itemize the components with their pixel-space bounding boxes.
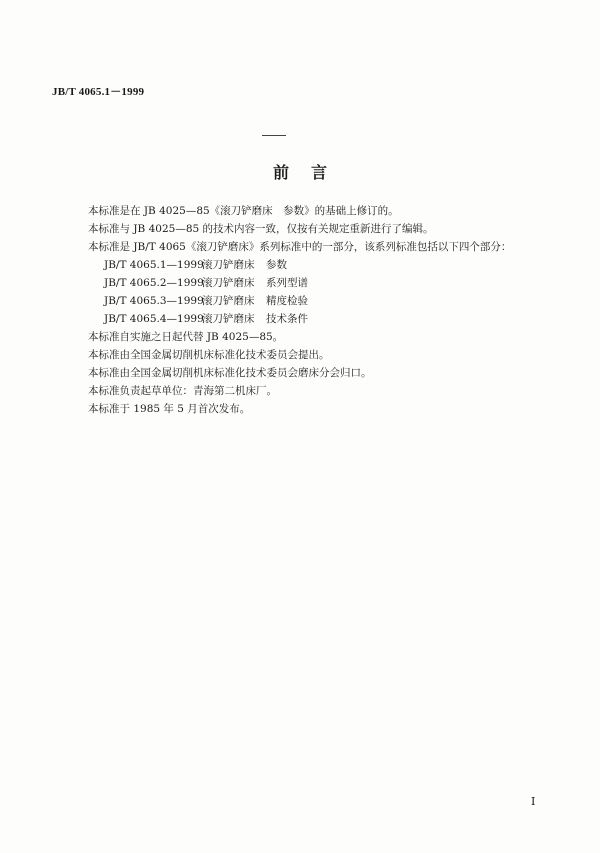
series-name: 滚刀铲磨床 [202,277,255,289]
series-list-item [104,294,308,308]
title-rule-divider [262,135,286,136]
series-list-item [104,258,287,272]
series-list-item [104,312,308,326]
series-name: 滚刀铲磨床 [202,259,255,271]
closing-paragraph-1: 本标准自实施之日起代替 JB 4025—85。 [88,331,284,343]
series-code: JB/T 4065.1—1999 [104,259,204,271]
closing-paragraph-4: 本标准负责起草单位：青海第二机床厂。 [88,385,277,397]
series-list-item [104,276,308,290]
closing-paragraph-2: 本标准由全国金属切削机床标准化技术委员会提出。 [88,349,330,361]
series-part: 系列型谱 [266,277,308,289]
intro-paragraph-2: 本标准与 JB 4025—85 的技术内容一致，仅按有关规定重新进行了编辑。 [88,223,434,235]
intro-paragraph-3: 本标准是 JB/T 4065《滚刀铲磨床》系列标准中的一部分，该系列标准包括以下四个部分： [88,241,512,253]
series-part: 参数 [266,259,287,271]
series-code: JB/T 4065.4—1999 [104,313,204,325]
closing-paragraph-5: 本标准于 1985 年 5 月首次发布。 [88,403,251,415]
series-name: 滚刀铲磨床 [202,313,255,325]
standard-code-header: JB/T 4065.1－1999 [52,86,145,98]
series-code: JB/T 4065.2—1999 [104,277,204,289]
page-number: I [531,795,536,808]
series-part: 精度检验 [266,295,308,307]
closing-paragraph-3: 本标准由全国金属切削机床标准化技术委员会磨床分会归口。 [88,367,372,379]
series-part: 技术条件 [266,313,308,325]
intro-paragraph-1: 本标准是在 JB 4025—85《滚刀铲磨床 参数》的基础上修订的。 [88,205,399,217]
series-code: JB/T 4065.3—1999 [104,295,204,307]
series-name: 滚刀铲磨床 [202,295,255,307]
page-title: 前言 [272,163,349,182]
